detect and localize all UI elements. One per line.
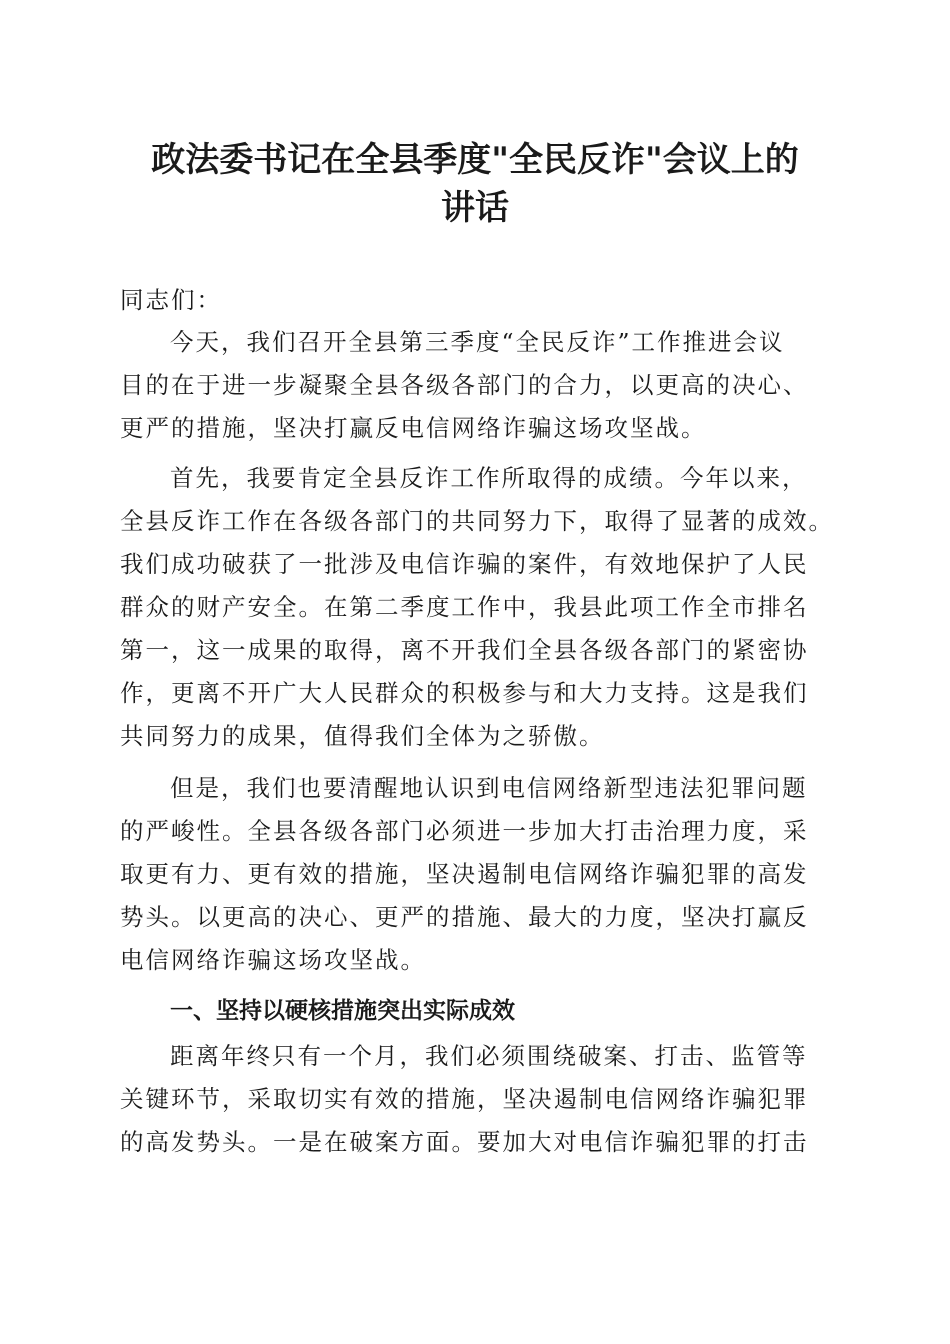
paragraph-line: 目的在于进一步凝聚全县各级各部门的合力，以更高的决心、 (120, 371, 809, 399)
paragraph-line: 群众的财产安全。在第二季度工作中，我县此项工作全市排名 (120, 593, 809, 621)
paragraph-line: 共同努力的成果，值得我们全体为之骄傲。 (120, 722, 605, 750)
paragraph-line: 电信网络诈骗这场攻坚战。 (120, 946, 426, 974)
section-heading: 一、坚持以硬核措施突出实际成效 (170, 998, 515, 1024)
paragraph-line: 第一，这一成果的取得，离不开我们全县各级各部门的紧密协 (120, 636, 809, 664)
paragraph-line: 取更有力、更有效的措施，坚决遏制电信网络诈骗犯罪的高发 (120, 860, 809, 888)
paragraph-line: 今天，我们召开全县第三季度“全民反诈”工作推进会议 (170, 328, 785, 356)
salutation: 同志们： (120, 286, 222, 314)
paragraph-line: 关键环节，采取切实有效的措施，坚决遏制电信网络诈骗犯罪 (120, 1085, 809, 1113)
paragraph-line: 更严的措施，坚决打赢反电信网络诈骗这场攻坚战。 (120, 414, 707, 442)
paragraph-line: 势头。以更高的决心、更严的措施、最大的力度，坚决打赢反 (120, 903, 809, 931)
paragraph-line: 距离年终只有一个月，我们必须围绕破案、打击、监管等 (170, 1042, 808, 1070)
paragraph-line: 作，更离不开广大人民群众的积极参与和大力支持。这是我们 (120, 679, 809, 707)
paragraph-line: 但是，我们也要清醒地认识到电信网络新型违法犯罪问题 (170, 774, 808, 802)
document-title: 政法委书记在全县季度"全民反诈"会议上的 (151, 140, 799, 180)
paragraph-line: 我们成功破获了一批涉及电信诈骗的案件，有效地保护了人民 (120, 550, 809, 578)
paragraph-line: 的严峻性。全县各级各部门必须进一步加大打击治理力度，采 (120, 817, 809, 845)
document-title-continued: 讲话 (441, 188, 509, 228)
paragraph-line: 的高发势头。一是在破案方面。要加大对电信诈骗犯罪的打击 (120, 1128, 809, 1156)
paragraph-line: 全县反诈工作在各级各部门的共同努力下，取得了显著的成效。 (120, 507, 834, 535)
paragraph-line: 首先，我要肯定全县反诈工作所取得的成绩。今年以来， (170, 464, 808, 492)
